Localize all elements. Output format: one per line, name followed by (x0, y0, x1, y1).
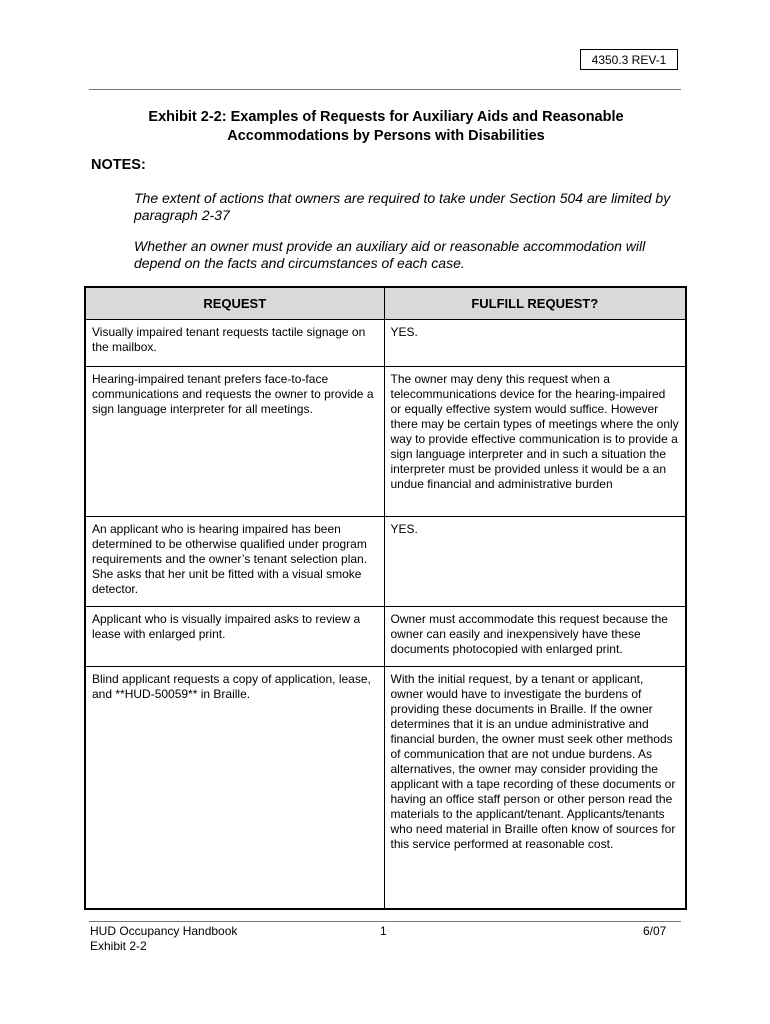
page-title (90, 108, 682, 146)
fulfill-cell: YES. (384, 517, 686, 607)
table-header-row (85, 287, 686, 320)
fulfill-cell: With the initial request, by a tenant or applicant, owner would have to investigate the burdens of providing these documents in Braille. If the owner determines that it is an undue administrative and financial burden, the owner must seek other methods of communication that are not undue burdens. As alternatives, the owner may consider providing the applicant with a tape recording of these documents or having an office staff person or other person read the materials to the applicant/tenant. Applicants/tenants who need material in Braille often know of sources for this service performed at reasonable cost. (384, 667, 686, 909)
fulfill-cell: YES. (384, 320, 686, 367)
footer-divider (89, 921, 681, 922)
note-paragraph-1: The extent of actions that owners are required to take under Section 504 are limited by paragraph 2-37 (134, 190, 671, 223)
revision-label: 4350.3 REV-1 (580, 49, 678, 70)
fulfill-cell: Owner must accommodate this request because the owner can easily and inexpensively have these documents photocopied with enlarged print. (384, 607, 686, 667)
title-line-1: Exhibit 2-2: Examples of Requests for Auxiliary Aids and Reasonable (148, 109, 624, 125)
page-number: 1 (380, 924, 387, 938)
table-row (85, 667, 686, 909)
footer-source (90, 924, 237, 954)
table-row (85, 517, 686, 607)
table-row (85, 367, 686, 517)
table-row (85, 607, 686, 667)
note-paragraph-2: Whether an owner must provide an auxiliary aid or reasonable accommodation will depend on the facts and circumstances of each case. (134, 238, 646, 271)
notes-heading: NOTES: (91, 157, 146, 173)
header-fulfill-request: FULFILL REQUEST? (384, 287, 686, 320)
fulfill-cell: The owner may deny this request when a telecommunications device for the hearing-impaired or equally effective system would suffice. However there may be certain types of meetings where the only way to provide effective communication is to provide a sign language interpreter and in such a situation the interpreter must be provided unless it would be a an undue financial and administrative burden (384, 367, 686, 517)
request-cell: Hearing-impaired tenant prefers face-to-face communications and requests the owner to provide a sign language interpreter for all meetings. (85, 367, 384, 517)
footer-exhibit: Exhibit 2-2 (90, 939, 147, 953)
footer-date: 6/07 (643, 924, 667, 938)
header-request: REQUEST (85, 287, 384, 320)
request-cell: Visually impaired tenant requests tactile signage on the mailbox. (85, 320, 384, 367)
header-divider (89, 89, 681, 90)
request-cell: An applicant who is hearing impaired has been determined to be otherwise qualified under program requirements and the owner’s tenant selection plan. She asks that her unit be fitted with a visual smoke detector. (85, 517, 384, 607)
request-cell: Blind applicant requests a copy of application, lease, and **HUD-50059** in Braille. (85, 667, 384, 909)
requests-table (84, 286, 687, 910)
request-cell: Applicant who is visually impaired asks to review a lease with enlarged print. (85, 607, 384, 667)
table-row (85, 320, 686, 367)
title-line-2: Accommodations by Persons with Disabilities (227, 128, 545, 144)
footer-handbook: HUD Occupancy Handbook (90, 924, 238, 938)
